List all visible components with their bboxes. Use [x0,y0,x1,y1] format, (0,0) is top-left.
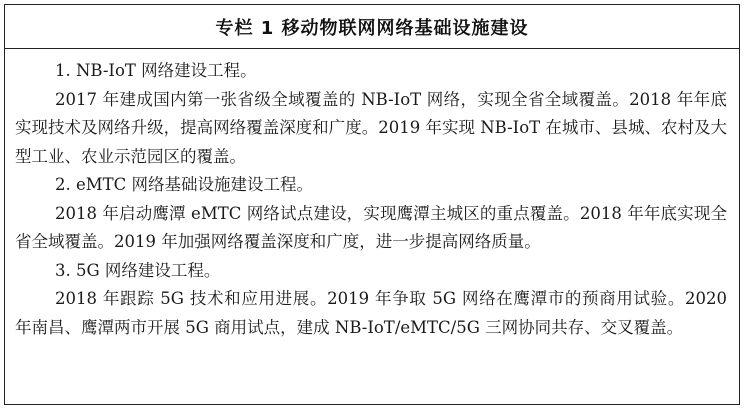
section-body-5g: 2018 年跟踪 5G 技术和应用进展。2019 年争取 5G 网络在鹰潭市的预商用试验。2020 年南昌、鹰潭两市开展 5G 商用试点，建成 NB-IoT/eMTC/5G 三网协同共存、交叉覆盖。 [15,289,727,337]
section-body-emtc: 2018 年启动鹰潭 eMTC 网络试点建设，实现鹰潭主城区的重点覆盖。2018 年年底实现全省全域覆盖。2019 年加强网络覆盖深度和广度，进一步提高网络质量。 [15,203,727,251]
panel-content [15,57,727,342]
section-body-nbiot: 2017 年建成国内第一张省级全域覆盖的 NB-IoT 网络，实现全省全域覆盖。2018 年年底实现技术及网络升级，提高网络覆盖深度和广度。2019 年实现 NB-IoT 在城市、县城、农村及大型工业、农业示范园区的覆盖。 [15,89,727,166]
panel-title: 专栏 1 移动物联网网络基础设施建设 [215,17,529,39]
section-heading-5g: 3. 5G 网络建设工程。 [55,260,221,280]
title-bar [5,5,739,49]
feature-box [4,4,740,405]
section-heading-nbiot: 1. NB-IoT 网络建设工程。 [55,61,257,80]
section-heading-emtc: 2. eMTC 网络基础设施建设工程。 [55,175,314,194]
